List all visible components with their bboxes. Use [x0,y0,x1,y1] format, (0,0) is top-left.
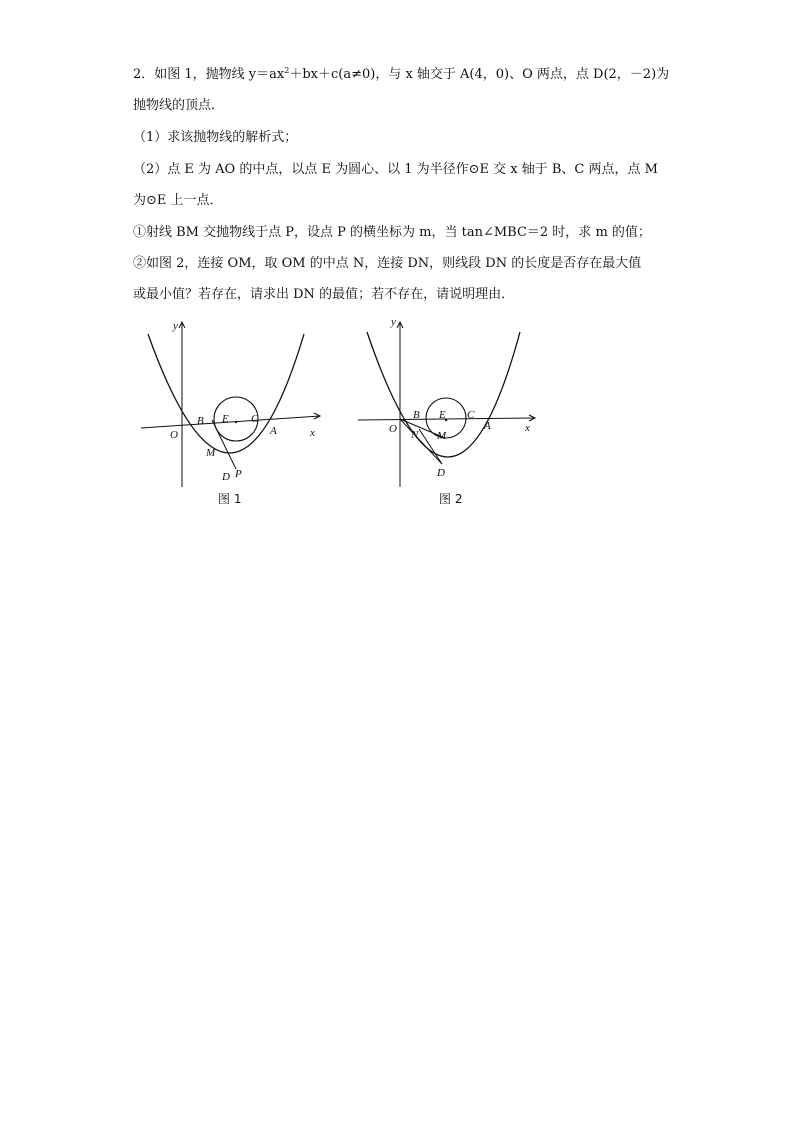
label-o: O [170,429,178,441]
figure-1-diagram [138,312,338,517]
sub-question-1: ①射线 BM 交抛物线于点 P，设点 P 的横坐标为 m，当 tan∠MBC＝2 时，求 m 的值； [133,225,651,240]
exponent: 2 [284,66,290,75]
figure-2-caption: 图 2 [439,492,463,506]
question-part-2-line-1: （2）点 E 为 AO 的中点，以点 E 为圆心、以 1 为半径作⊙E 交 x 轴于 B、C 两点，点 M [133,162,658,177]
label-n: N [411,429,419,441]
label-o: O [389,423,397,435]
label-e: E [439,409,446,421]
label-x: x [310,427,315,439]
label-x: x [525,422,530,434]
label-d: D [437,467,445,479]
segment-od [400,419,442,464]
label-p: P [235,468,242,480]
label-y: y [391,316,396,328]
problem-statement-line-2: 抛物线的顶点． [133,98,225,113]
label-b: B [197,415,204,427]
x-axis [141,416,320,428]
label-d: D [222,471,230,483]
problem-line1-suffix: ＋bx＋c(a≠0)，与 x 轴交于 A(4，0)、O 两点，点 D(2，－2)为 [289,67,670,82]
label-c: C [251,413,259,425]
figure-1 [138,312,338,517]
figure-1-caption: 图 1 [218,492,242,506]
label-a: A [484,420,491,432]
figure-2-diagram [355,312,555,517]
problem-statement-line-1 [133,67,693,83]
label-m: M [437,430,447,442]
sub-question-2-line-2: 或最小值？若存在，请求出 DN 的最值；若不存在，请说明理由． [133,287,515,302]
center-point-e [235,421,237,423]
question-part-1: （1）求该抛物线的解析式； [133,130,298,145]
label-y: y [173,320,178,332]
ray-bm [212,420,236,469]
label-e: E [222,413,229,425]
label-a: A [270,425,277,437]
sub-question-2-line-1: ②如图 2，连接 OM，取 OM 的中点 N，连接 DN，则线段 DN 的长度是否存在最大值 [133,256,642,271]
question-part-2-line-2: 为⊙E 上一点． [133,193,223,208]
label-m: M [206,447,216,459]
figure-2 [355,312,555,517]
problem-line1-prefix: 2．如图 1，抛物线 y＝ax [133,67,285,82]
label-c: C [467,409,475,421]
label-b: B [413,409,420,421]
